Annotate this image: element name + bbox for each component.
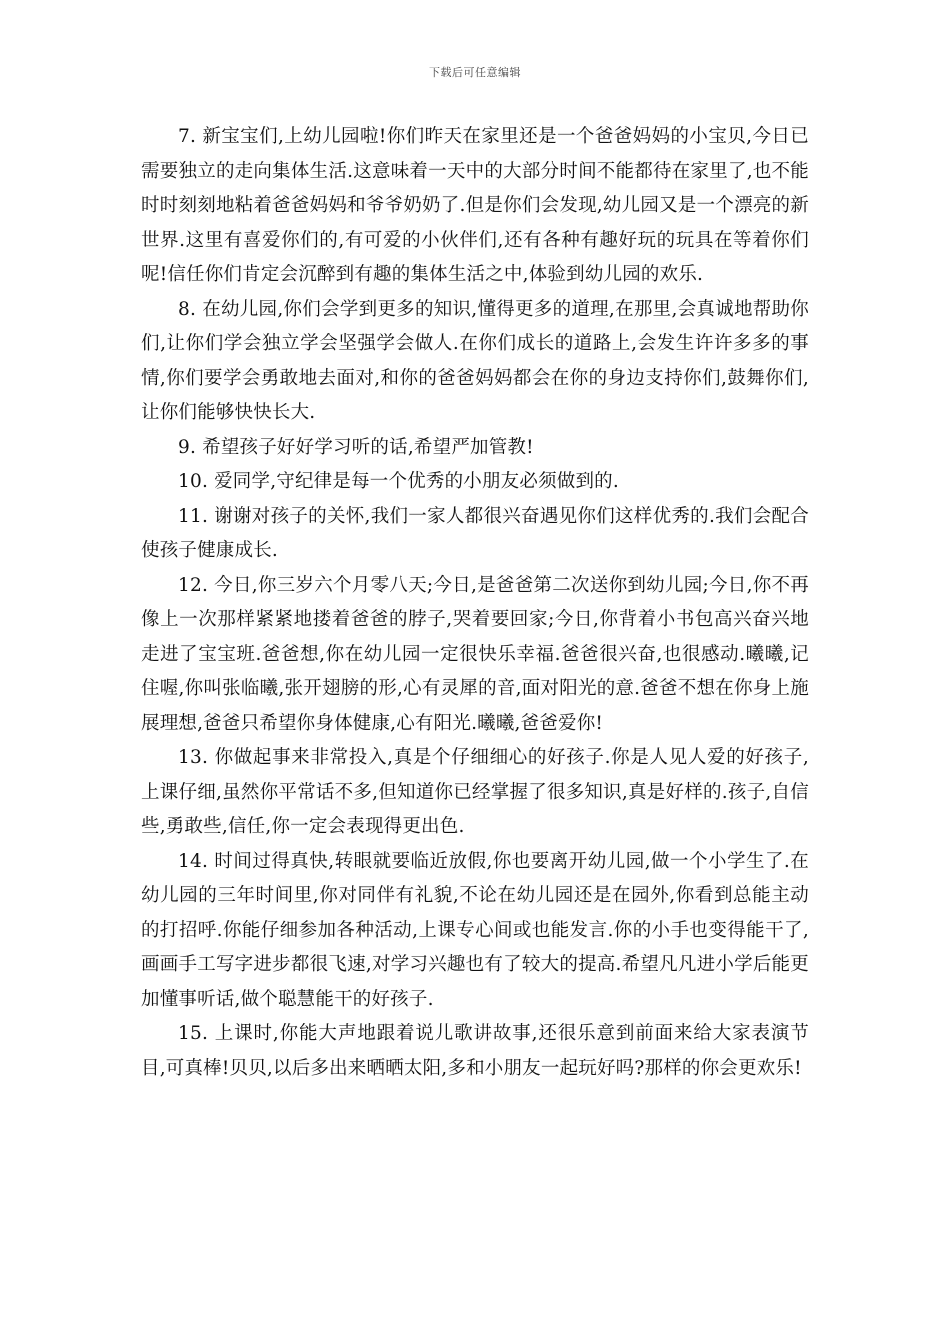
paragraph-15: 15. 上课时,你能大声地跟着说儿歌讲故事,还很乐意到前面来给大家表演节目,可真棒!贝贝,以后多出来晒晒太阳,多和小朋友一起玩好吗?那样的你会更欢乐! bbox=[141, 1023, 809, 1079]
page-header: 下载后可任意编辑 bbox=[429, 66, 521, 79]
paragraph-7: 7. 新宝宝们,上幼儿园啦!你们昨天在家里还是一个爸爸妈妈的小宝贝,今日已需要独立的走向集体生活.这意味着一天中的大部分时间不能都待在家里了,也不能时时刻刻地粘着爸爸妈妈和爷爷奶奶了.但是你们会发现,幼儿园又是一个漂亮的新世界.这里有喜爱你们的,有可爱的小伙伴们,还有各种有趣好玩的玩具在等着你们呢!信任你们肯定会沉醉到有趣的集体生活之中,体验到幼儿园的欢乐. bbox=[141, 126, 809, 285]
paragraph-13: 13. 你做起事来非常投入,真是个仔细细心的好孩子.你是人见人爱的好孩子,上课仔细,虽然你平常话不多,但知道你已经掌握了很多知识,真是好样的.孩子,自信些,勇敢些,信任,你一定会表现得更出色. bbox=[141, 747, 809, 837]
paragraph-9: 9. 希望孩子好好学习听的话,希望严加管教! bbox=[178, 436, 534, 458]
document-body bbox=[141, 120, 809, 1086]
paragraph-8: 8. 在幼儿园,你们会学到更多的知识,懂得更多的道理,在那里,会真诚地帮助你们,让你们学会独立学会坚强学会做人.在你们成长的道路上,会发生许许多多的事情,你们要学会勇敢地去面对,和你的爸爸妈妈都会在你的身边支持你们,鼓舞你们,让你们能够快快长大. bbox=[141, 298, 809, 423]
paragraph-10: 10. 爱同学,守纪律是每一个优秀的小朋友必须做到的. bbox=[178, 471, 619, 492]
paragraph-14: 14. 时间过得真快,转眼就要临近放假,你也要离开幼儿园,做一个小学生了.在幼儿园的三年时间里,你对同伴有礼貌,不论在幼儿园还是在园外,你看到总能主动的打招呼.你能仔细参加各种活动,上课专心间或也能发言.你的小手也变得能干了,画画手工写字进步都很飞速,对学习兴趣也有了较大的提高.希望凡凡进小学后能更加懂事听话,做个聪慧能干的好孩子. bbox=[141, 850, 809, 1010]
paragraph-11: 11. 谢谢对孩子的关怀,我们一家人都很兴奋遇见你们这样优秀的.我们会配合使孩子健康成长. bbox=[141, 505, 809, 561]
paragraph-12: 12. 今日,你三岁六个月零八天;今日,是爸爸第二次送你到幼儿园;今日,你不再像上一次那样紧紧地搂着爸爸的脖子,哭着要回家;今日,你背着小书包高兴奋兴地走进了宝宝班.爸爸想,你在幼儿园一定很快乐幸福.爸爸很兴奋,也很感动.曦曦,记住喔,你叫张临曦,张开翅膀的形,心有灵犀的音,面对阳光的意.爸爸不想在你身上施展理想,爸爸只希望你身体健康,心有阳光.曦曦,爸爸爱你! bbox=[141, 574, 809, 734]
